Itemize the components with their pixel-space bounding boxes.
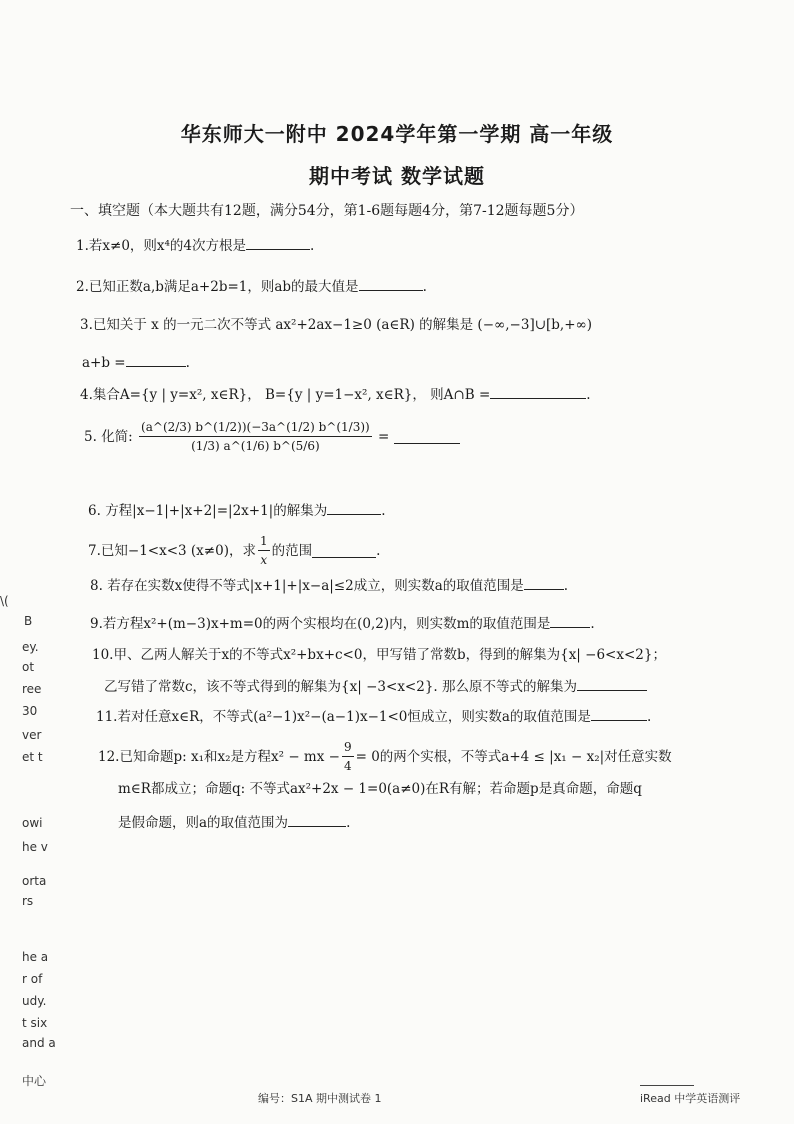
fraction-denominator: (1/3) a^(1/6) b^(5/6): [191, 439, 320, 453]
margin-fragment: r of: [22, 972, 43, 986]
question-number: 3.: [80, 317, 93, 333]
margin-fragment: 30: [22, 704, 38, 718]
answer-blank[interactable]: [524, 575, 564, 590]
margin-fragment: 中心: [22, 1074, 47, 1088]
answer-blank[interactable]: [577, 676, 647, 691]
question-number: 4.: [80, 387, 93, 403]
question-2: 2.已知正数a,b满足a+2b=1，则ab的最大值是 .: [76, 276, 427, 296]
margin-fragment: ree: [22, 682, 42, 696]
question-8: 8. 若存在实数x使得不等式|x+1|+|x−a|≤2成立，则实数a的取值范围是 .: [90, 575, 568, 595]
margin-fragment: ver: [22, 728, 42, 742]
question-12-line3: 是假命题，则a的取值范围为 .: [118, 812, 350, 832]
question-3-line2: a+b = .: [82, 352, 190, 372]
question-number: 12.: [98, 748, 120, 765]
margin-fragment: owi: [22, 816, 43, 830]
footer-rule: [640, 1085, 694, 1086]
question-4: 4.集合A={y | y=x², x∈R}， B={y | y=1−x², x∈R}， 则A∩B = .: [80, 384, 591, 404]
margin-fragment: and a: [22, 1036, 56, 1050]
one-over-x-fraction: $\frac{1}{x}$: [259, 534, 268, 567]
exam-title: 华东师大一附中 2024学年第一学期 高一年级: [180, 122, 614, 146]
question-text: 已知−1<x<3 (x≠0)，求: [100, 542, 256, 559]
question-text: 集合A={y | y=x², x∈R}， B={y | y=1−x², x∈R}， 则A∩B =: [92, 387, 491, 403]
answer-blank[interactable]: [550, 613, 590, 628]
margin-fragment: \(: [0, 594, 9, 608]
question-number: 1.: [76, 238, 89, 254]
question-10: [92, 646, 666, 664]
answer-blank[interactable]: [359, 276, 423, 291]
footer-code: 编号：S1A 期中测试卷 1: [258, 1092, 382, 1105]
answer-blank[interactable]: [288, 812, 346, 827]
answer-blank[interactable]: [490, 384, 586, 399]
margin-fragment: ot: [22, 660, 35, 674]
question-text: 已知命题p: x₁和x₂是方程x² − mx −: [119, 748, 340, 765]
question-number: 7.: [88, 542, 101, 559]
question-3: [80, 316, 592, 334]
answer-blank[interactable]: [126, 352, 186, 367]
answer-blank[interactable]: [327, 500, 381, 515]
question-number: 5.: [84, 428, 97, 445]
fraction-numerator: (a^(2/3) b^(1/2))(−3a^(1/2) b^(1/3)): [139, 418, 372, 437]
margin-fragment: udy.: [22, 994, 47, 1008]
question-text: 若x≠0，则x⁴的4次方根是: [88, 238, 247, 254]
margin-fragment: et t: [22, 750, 43, 764]
section-heading: 一、填空题（本大题共有12题，满分54分，第1-6题每题4分，第7-12题每题5分）: [70, 203, 584, 219]
question-number: 11.: [96, 709, 118, 725]
question-12-line2: m∈R都成立；命题q: 不等式ax²+2x − 1=0(a≠0)在R有解；若命题p是真命题，命题q: [118, 781, 642, 797]
question-7: 7.已知−1<x<3 (x≠0)，求 $\frac{1}{x}$ 的范围 .: [88, 534, 381, 567]
nine-quarters-fraction: $\frac{9}{4}$: [343, 740, 352, 773]
simplify-fraction: [139, 418, 372, 455]
question-number: 6.: [88, 503, 101, 519]
question-number: 10.: [92, 647, 114, 663]
question-text: 甲、乙两人解关于x的不等式x²+bx+c<0，甲写错了常数b，得到的解集为{x| −6<x<2}；: [113, 647, 666, 663]
question-text: 若对任意x∈R，不等式(a²−1)x²−(a−1)x−1<0恒成立，则实数a的取值范围是: [117, 709, 591, 725]
question-5: 5. 化简: $\frac{(a\^{}(2/3) b\^{}(1/2))(-3a\^{}(1/2) b\^{}(1/3))}{(1/3) a\^{}(1/6) b\^{}(5/6)}$ =: [84, 418, 460, 455]
question-text: 若方程x²+(m−3)x+m=0的两个实根均在(0,2)内，则实数m的取值范围是: [102, 616, 551, 632]
question-text: 化简:: [101, 428, 133, 445]
footer-brand: iRead 中学英语测评: [640, 1092, 741, 1105]
margin-fragment: rs: [22, 894, 34, 908]
question-10-line2: 乙写错了常数c，该不等式得到的解集为{x| −3<x<2}. 那么原不等式的解集为: [104, 676, 647, 696]
question-1: 1.若x≠0，则x⁴的4次方根是 .: [76, 235, 314, 255]
answer-blank[interactable]: [394, 429, 460, 444]
margin-fragment: he v: [22, 840, 48, 854]
answer-blank[interactable]: [246, 235, 310, 250]
question-9: 9.若方程x²+(m−3)x+m=0的两个实根均在(0,2)内，则实数m的取值范围是 .: [90, 613, 595, 633]
question-text: 已知关于 x 的一元二次不等式 ax²+2ax−1≥0 (a∈R) 的解集是 (−∞,−3]∪[b,+∞): [92, 317, 593, 333]
answer-blank[interactable]: [591, 706, 647, 721]
question-text: 方程|x−1|+|x+2|=|2x+1|的解集为: [105, 503, 328, 519]
margin-fragment: ey.: [22, 640, 39, 654]
question-number: 9.: [90, 616, 103, 632]
answer-blank[interactable]: [312, 543, 376, 558]
exam-subtitle: 期中考试 数学试题: [309, 164, 485, 188]
margin-fragment: t six: [22, 1016, 48, 1030]
question-text: 已知正数a,b满足a+2b=1，则ab的最大值是: [88, 279, 359, 295]
question-11: 11.若对任意x∈R，不等式(a²−1)x²−(a−1)x−1<0恒成立，则实数a的取值范围是 .: [96, 706, 651, 726]
question-number: 2.: [76, 279, 89, 295]
question-12: 12.已知命题p: x₁和x₂是方程x² − mx − $\frac{9}{4}$ = 0的两个实根，不等式a+4 ≤ |x₁ − x₂|对任意实数: [98, 740, 672, 773]
margin-fragment: he a: [22, 950, 49, 964]
margin-fragment: orta: [22, 874, 47, 888]
question-number: 8.: [90, 578, 103, 594]
question-6: 6. 方程|x−1|+|x+2|=|2x+1|的解集为 .: [88, 500, 386, 520]
margin-fragment: B: [24, 614, 33, 628]
question-text: 若存在实数x使得不等式|x+1|+|x−a|≤2成立，则实数a的取值范围是: [107, 578, 524, 594]
